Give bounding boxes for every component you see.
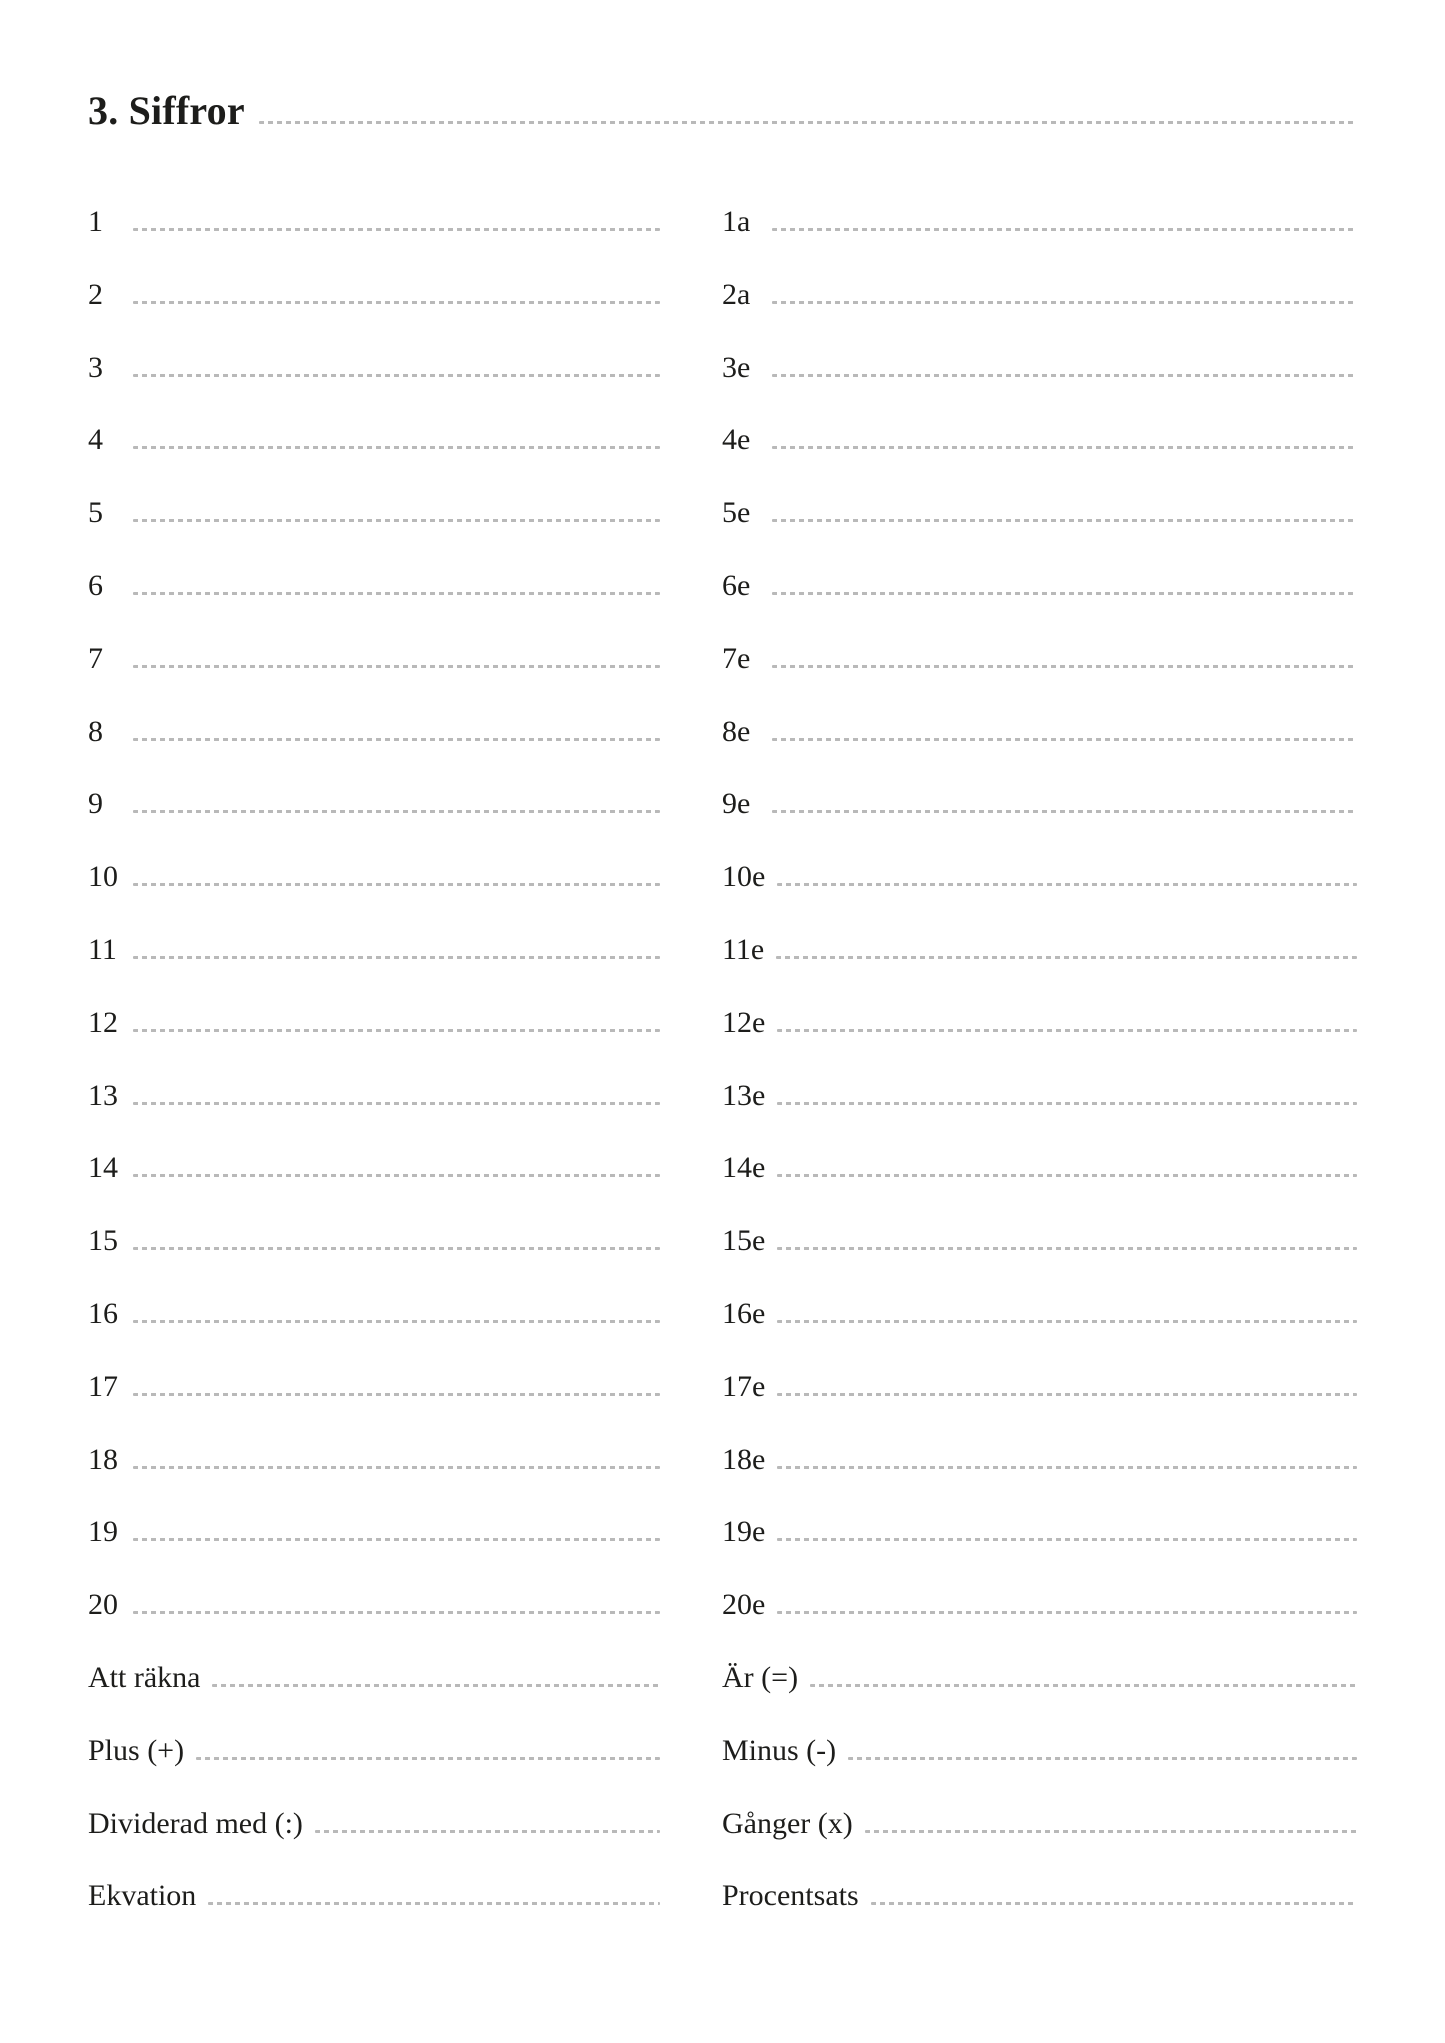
answer-dotted-line — [133, 883, 660, 886]
term-label: 12e — [722, 1005, 766, 1039]
answer-dotted-line — [133, 810, 660, 813]
vocab-row — [722, 640, 1357, 713]
term-label: 19 — [88, 1515, 118, 1549]
vocab-row — [722, 421, 1357, 494]
vocab-row — [722, 1295, 1357, 1368]
answer-dotted-line — [133, 1611, 660, 1614]
answer-dotted-line — [777, 1320, 1357, 1323]
answer-dotted-line — [777, 1247, 1357, 1250]
answer-dotted-line — [772, 446, 1357, 449]
answer-dotted-line — [776, 956, 1357, 959]
term-label: Plus (+) — [88, 1733, 185, 1767]
vocab-row — [722, 858, 1357, 931]
answer-dotted-line — [865, 1830, 1357, 1833]
term-label: 12 — [88, 1005, 118, 1039]
term-label: 15e — [722, 1224, 766, 1258]
term-label: 8 — [88, 714, 103, 748]
column-left — [88, 203, 660, 1950]
term-label: Att räkna — [88, 1660, 201, 1694]
vocab-row — [722, 1441, 1357, 1514]
term-label: 18e — [722, 1442, 766, 1476]
vocab-row — [88, 1513, 660, 1586]
term-label: 13 — [88, 1078, 118, 1112]
vocab-row — [88, 494, 660, 567]
term-label: 14 — [88, 1151, 118, 1185]
vocab-row — [88, 1732, 660, 1805]
vocab-row — [722, 494, 1357, 567]
answer-dotted-line — [133, 1538, 660, 1541]
answer-dotted-line — [133, 592, 660, 595]
term-label: 2a — [722, 277, 751, 311]
vocab-row — [722, 203, 1357, 276]
answer-dotted-line — [133, 446, 660, 449]
answer-dotted-line — [212, 1684, 660, 1687]
answer-dotted-line — [133, 1466, 660, 1469]
vocab-row — [722, 1004, 1357, 1077]
vocab-row — [88, 785, 660, 858]
vocab-row — [722, 567, 1357, 640]
term-label: 19e — [722, 1515, 766, 1549]
answer-dotted-line — [133, 1393, 660, 1396]
vocab-row — [88, 1368, 660, 1441]
answer-dotted-line — [772, 301, 1357, 304]
vocab-row — [88, 1077, 660, 1150]
term-label: 20 — [88, 1588, 118, 1622]
term-label: 11e — [722, 932, 765, 966]
vocab-row — [88, 931, 660, 1004]
term-label: 17 — [88, 1369, 118, 1403]
answer-dotted-line — [133, 956, 660, 959]
vocab-row — [722, 1222, 1357, 1295]
answer-dotted-line — [133, 228, 660, 231]
answer-dotted-line — [777, 1102, 1357, 1105]
answer-dotted-line — [133, 1174, 660, 1177]
answer-dotted-line — [871, 1902, 1357, 1905]
section-header — [88, 0, 1357, 135]
term-label: 6 — [88, 568, 103, 602]
title-dotted-line — [259, 121, 1357, 124]
vocab-row — [722, 1805, 1357, 1878]
vocab-row — [88, 1805, 660, 1878]
term-label: Dividerad med (:) — [88, 1806, 303, 1840]
term-label: 5 — [88, 496, 103, 530]
vocab-row — [722, 1513, 1357, 1586]
vocab-row — [722, 276, 1357, 349]
term-label: 10 — [88, 860, 118, 894]
answer-dotted-line — [777, 1029, 1357, 1032]
term-label: 1 — [88, 205, 103, 238]
term-label: 10e — [722, 860, 766, 894]
term-label: 8e — [722, 714, 751, 748]
term-label: 20e — [722, 1588, 766, 1622]
answer-dotted-line — [208, 1902, 660, 1905]
answer-dotted-line — [133, 301, 660, 304]
answer-dotted-line — [772, 738, 1357, 741]
answer-dotted-line — [133, 1320, 660, 1323]
column-right — [722, 203, 1357, 1950]
term-label: Procentsats — [722, 1879, 859, 1913]
term-label: 9 — [88, 787, 103, 821]
term-label: 6e — [722, 568, 751, 602]
term-label: 17e — [722, 1369, 766, 1403]
answer-dotted-line — [772, 810, 1357, 813]
vocab-row — [722, 1877, 1357, 1950]
vocab-row — [88, 1004, 660, 1077]
vocab-row — [722, 1077, 1357, 1150]
term-label: 4e — [722, 423, 751, 457]
term-label: 11 — [88, 932, 117, 966]
vocab-row — [722, 1659, 1357, 1732]
vocab-row — [88, 1441, 660, 1514]
vocab-row — [722, 1586, 1357, 1659]
answer-dotted-line — [772, 519, 1357, 522]
vocab-row — [722, 349, 1357, 422]
vocab-row — [722, 931, 1357, 1004]
term-label: 16e — [722, 1296, 766, 1330]
term-label: 16 — [88, 1296, 118, 1330]
answer-dotted-line — [777, 1393, 1357, 1396]
vocab-row — [88, 1659, 660, 1732]
answer-dotted-line — [772, 592, 1357, 595]
vocab-row — [88, 567, 660, 640]
answer-dotted-line — [133, 1247, 660, 1250]
answer-dotted-line — [772, 665, 1357, 668]
vocab-row — [88, 1149, 660, 1222]
term-label: 1a — [722, 205, 751, 238]
vocab-row — [88, 713, 660, 786]
answer-dotted-line — [196, 1757, 660, 1760]
term-label: 7e — [722, 641, 751, 675]
answer-dotted-line — [772, 374, 1357, 377]
vocab-row — [88, 421, 660, 494]
answer-dotted-line — [777, 1611, 1357, 1614]
answer-dotted-line — [133, 665, 660, 668]
answer-dotted-line — [133, 738, 660, 741]
vocabulary-grid — [88, 203, 1357, 1950]
vocab-row — [722, 1149, 1357, 1222]
term-label: Gånger (x) — [722, 1806, 853, 1840]
answer-dotted-line — [777, 1174, 1357, 1177]
term-label: 15 — [88, 1224, 118, 1258]
term-label: 9e — [722, 787, 751, 821]
term-label: 4 — [88, 423, 103, 457]
page-title: 3. Siffror — [88, 88, 245, 133]
vocab-row — [88, 1222, 660, 1295]
answer-dotted-line — [810, 1684, 1357, 1687]
term-label: 7 — [88, 641, 103, 675]
answer-dotted-line — [133, 1102, 660, 1105]
vocab-row — [88, 1295, 660, 1368]
vocab-row — [88, 203, 660, 276]
vocab-row — [722, 713, 1357, 786]
term-label: 3 — [88, 350, 103, 384]
answer-dotted-line — [133, 1029, 660, 1032]
vocab-row — [88, 640, 660, 713]
term-label: 5e — [722, 496, 751, 530]
vocab-row — [88, 1877, 660, 1950]
answer-dotted-line — [848, 1757, 1357, 1760]
answer-dotted-line — [777, 883, 1357, 886]
vocab-row — [88, 1586, 660, 1659]
term-label: 13e — [722, 1078, 766, 1112]
term-label: 2 — [88, 277, 103, 311]
vocab-row — [88, 858, 660, 931]
answer-dotted-line — [133, 374, 660, 377]
term-label: Är (=) — [722, 1660, 799, 1694]
term-label: 14e — [722, 1151, 766, 1185]
vocab-row — [88, 349, 660, 422]
term-label: Minus (-) — [722, 1733, 837, 1767]
term-label: 18 — [88, 1442, 118, 1476]
answer-dotted-line — [315, 1830, 660, 1833]
answer-dotted-line — [777, 1538, 1357, 1541]
answer-dotted-line — [777, 1466, 1357, 1469]
vocab-row — [88, 276, 660, 349]
term-label: 3e — [722, 350, 751, 384]
answer-dotted-line — [772, 228, 1357, 231]
vocab-row — [722, 1368, 1357, 1441]
answer-dotted-line — [133, 519, 660, 522]
vocab-row — [722, 1732, 1357, 1805]
vocab-row — [722, 785, 1357, 858]
term-label: Ekvation — [88, 1879, 197, 1913]
